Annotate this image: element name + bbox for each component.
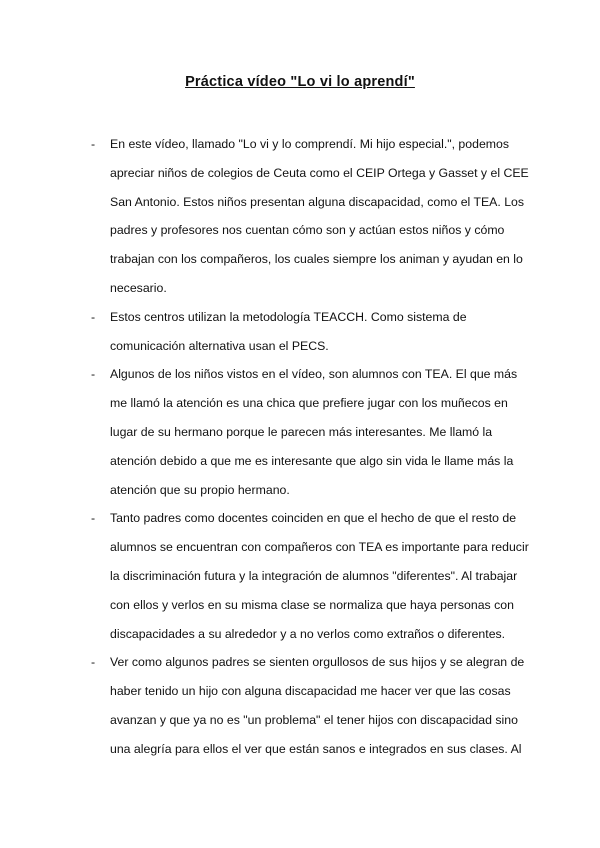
list-item: [0, 303, 600, 361]
paragraph-line: trabajan con los compañeros, los cuales siempre los animan y ayudan en lo: [110, 252, 523, 267]
paragraph-line: lugar de su hermano porque le parecen más interesantes. Me llamó la: [110, 424, 493, 439]
paragraph-line: una alegría para ellos el ver que están sanos e integrados en sus clases. Al: [110, 741, 522, 756]
bullet-dash: -: [91, 655, 96, 670]
paragraph-line: avanzan y que ya no es "un problema" el tener hijos con discapacidad sino: [110, 712, 518, 727]
bullet-dash: -: [91, 511, 96, 526]
paragraph-line: atención debido a que me es interesante que algo sin vida le llame más la: [110, 453, 514, 468]
paragraph-line: apreciar niños de colegios de Ceuta como el CEIP Ortega y Gasset y el CEE: [110, 165, 529, 180]
bullet-dash: -: [91, 137, 96, 151]
paragraph-line: Tanto padres como docentes coinciden en que el hecho de que el resto de: [110, 511, 517, 526]
bullet-dash: -: [91, 309, 96, 324]
list-item: [0, 648, 600, 763]
paragraph-line: En este vídeo, llamado "Lo vi y lo comprendí. Mi hijo especial.", podemos: [110, 137, 510, 151]
paragraph-line: atención que su propio hermano.: [110, 482, 290, 497]
paragraph-line: padres y profesores nos cuentan cómo son y actúan estos niños y cómo: [110, 223, 505, 238]
paragraph-line: discapacidades a su alrededor y a no verlos como extraños o diferentes.: [110, 626, 506, 641]
paragraph-line: necesario.: [110, 280, 167, 295]
paragraph-line: San Antonio. Estos niños presentan alguna discapacidad, como el TEA. Los: [110, 194, 525, 209]
paragraph-line: la discriminación futura y la integración de alumnos "diferentes". Al trabajar: [110, 568, 518, 583]
paragraph-line: con ellos y verlos en su misma clase se normaliza que haya personas con: [110, 597, 514, 612]
paragraph-line: Ver como algunos padres se sienten orgullosos de sus hijos y se alegran de: [110, 655, 525, 670]
paragraph-line: me llamó la atención es una chica que prefiere jugar con los muñecos en: [110, 396, 508, 411]
list-item: [0, 504, 600, 648]
paragraph-line: comunicación alternativa usan el PECS.: [110, 338, 329, 353]
bullet-dash: -: [91, 367, 96, 382]
list-item: [0, 360, 600, 504]
paragraph-line: haber tenido un hijo con alguna discapacidad me hacer ver que las cosas: [110, 684, 511, 699]
list-item: [0, 130, 600, 303]
document-title: Práctica vídeo "Lo vi lo aprendí": [185, 74, 415, 90]
paragraph-line: Algunos de los niños vistos en el vídeo, son alumnos con TEA. El que más: [110, 367, 518, 382]
bullet-list: [0, 130, 600, 764]
paragraph-line: Estos centros utilizan la metodología TEACCH. Como sistema de: [110, 309, 467, 324]
paragraph-line: alumnos se encuentran con compañeros con TEA es importante para reducir: [110, 540, 529, 555]
